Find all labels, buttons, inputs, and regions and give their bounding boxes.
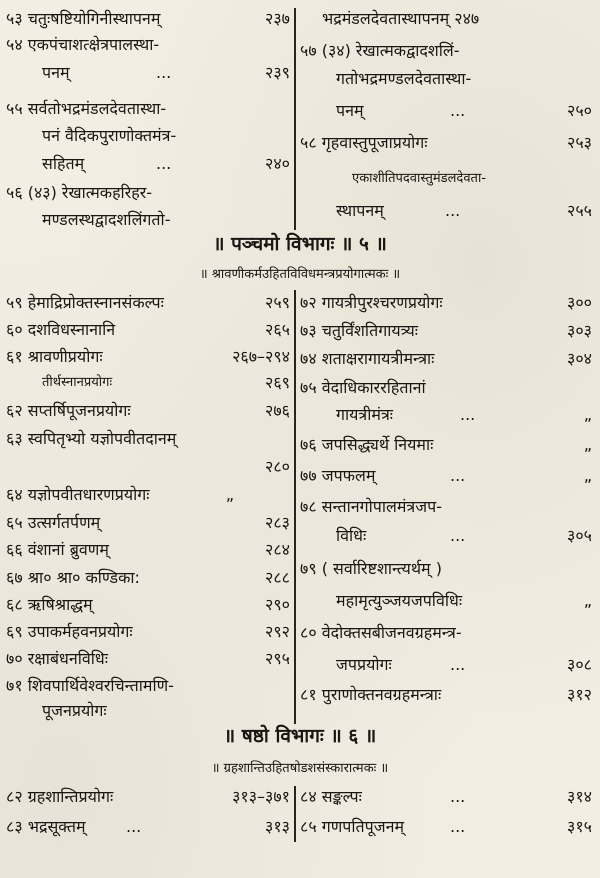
index-entry: ६४ यज्ञोपवीतधारणप्रयोगः „: [6, 485, 234, 504]
section-heading: ॥ पञ्चमो विभागः ॥ ५ ॥: [213, 233, 387, 255]
column-divider: [294, 290, 296, 724]
index-entry: ६१ श्रावणीप्रयोगः २६७–२९४: [6, 347, 290, 366]
index-entry: सहितम् ... २४०: [42, 154, 290, 173]
index-entry: ७१ शिवपार्थिवेश्वरचिन्तामणि-: [6, 676, 174, 695]
column-divider: [294, 8, 296, 230]
index-entry: ७३ चतुर्विंशतिगायत्र्यः ३०३: [300, 321, 592, 340]
index-entry: ८३ भद्रसूक्तम् ... ३१३: [6, 817, 290, 836]
index-entry: महामृत्युञ्जयजपविधिः „: [336, 591, 592, 610]
index-entry: ५९ हेमाद्रिप्रोक्तस्नानसंकल्पः २५९: [6, 293, 290, 312]
index-entry: ७४ शताक्षरागायत्रीमन्त्राः ३०४: [300, 349, 592, 368]
index-entry: पनम् ... २३९: [42, 63, 290, 82]
section-subheading: ॥ श्रावणीकर्मउहितविविधमन्त्रप्रयोगात्मकः ॥: [199, 267, 401, 282]
index-entry: मण्डलस्थद्वादशलिंगतो-: [42, 210, 171, 229]
index-entry: ८२ ग्रहशान्तिप्रयोगः ३१३–३७१: [6, 787, 290, 806]
index-entry: स्थापनम् ... २५५: [336, 201, 592, 220]
index-entry: एकाशीतिपदवास्तुमंडलदेवता-: [352, 171, 487, 186]
index-entry: भद्रमंडलदेवतास्थापनम् २४७: [322, 9, 480, 28]
index-entry: ७९ ( सर्वारिष्टशान्त्यर्थम् ): [300, 559, 442, 578]
index-entry: ६३ स्वपितृभ्यो यज्ञोपवीतदानम्: [6, 429, 177, 448]
index-entry: तीर्थस्नानप्रयोगः २६९: [42, 373, 290, 392]
index-entry: विधिः ... ३०५: [336, 526, 592, 545]
index-entry: पनम् ... २५०: [336, 101, 592, 120]
index-entry: ५३ चतुःषष्टियोगिनीस्थापनम् २३७: [6, 9, 290, 28]
index-entry: पूजनप्रयोगः: [42, 701, 107, 720]
index-entry: ६५ उत्सर्गतर्पणम् २८३: [6, 513, 290, 532]
index-entry: गायत्रीमंत्रः ... „: [336, 405, 592, 424]
index-entry: ६७ श्रा० श्रा० कण्डिका: २८८: [6, 568, 290, 587]
section-heading: ॥ षष्ठो विभागः ॥ ६ ॥: [223, 725, 377, 747]
index-entry: ५८ गृहवास्तुपूजाप्रयोगः २५३: [300, 133, 592, 152]
index-entry: ८४ सङ्कल्पः ... ३१४: [300, 787, 592, 806]
index-entry: ७७ जपफलम् ... „: [300, 466, 592, 485]
index-entry: ५७ (३४) रेखात्मकद्वादशलिं-: [300, 41, 460, 60]
index-entry: ६२ सप्तर्षिपूजनप्रयोगः २७६: [6, 401, 290, 420]
index-entry: ६८ ऋषिश्राद्धम् २९०: [6, 595, 290, 614]
index-entry: २८०: [265, 457, 290, 476]
index-entry: ७६ जपसिद्ध्यर्थे नियमाः „: [300, 435, 592, 454]
index-entry: ५४ एकपंचाशत्क्षेत्रपालस्था-: [6, 35, 160, 54]
index-entry: ८१ पुराणोक्तनवग्रहमन्त्राः ३१२: [300, 685, 592, 704]
index-entry: ६९ उपाकर्महवनप्रयोगः २९२: [6, 622, 290, 641]
index-entry: ८० वेदोक्तसबीजनवग्रहमन्त्र-: [300, 623, 462, 642]
index-entry: ७८ सन्तानगोपालमंत्रजप-: [300, 497, 442, 516]
index-entry: ७२ गायत्रीपुरश्चरणप्रयोगः ३००: [300, 293, 592, 312]
index-entry: ७० रक्षाबंधनविधिः २९५: [6, 649, 290, 668]
column-divider: [294, 786, 296, 842]
index-entry: जपप्रयोगः ... ३०८: [336, 655, 592, 674]
index-entry: ७५ वेदाधिकाररहितानां: [300, 378, 426, 397]
index-entry: ६० दशविधस्नानानि २६५: [6, 320, 290, 339]
index-entry: ५६ (४३) रेखात्मकहरिहर-: [6, 183, 153, 202]
index-entry: ५५ सर्वतोभद्रमंडलदेवतास्था-: [6, 99, 167, 118]
index-entry: गतोभद्रमण्डलदेवतास्था-: [336, 69, 472, 88]
index-entry: पनं वैदिकपुराणोक्तमंत्र-: [42, 126, 177, 145]
index-entry: ८५ गणपतिपूजनम् ... ३१५: [300, 817, 592, 836]
section-subheading: ॥ ग्रहशान्तिउहितषोडशसंस्कारात्मकः ॥: [211, 761, 389, 776]
index-entry: ६६ वंशानां ब्रुवणम् २८४: [6, 540, 290, 559]
